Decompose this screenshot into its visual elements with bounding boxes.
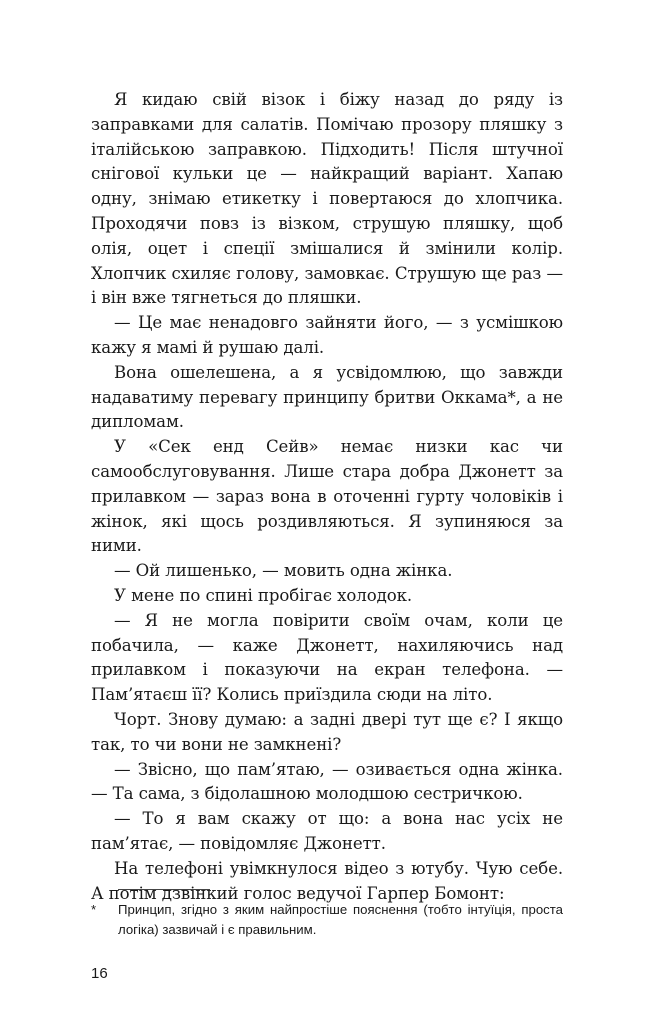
paragraph: Вона ошелешена, а я усвідомлюю, що завжди надаватиму перевагу принципу бритви Оккама*, а не дипломам. bbox=[91, 362, 563, 432]
paragraph: — Це має ненадовго зайняти його, — з усмішкою кажу я мамі й рушаю далі. bbox=[91, 313, 563, 357]
paragraph: На телефоні увімкнулося відео з ютубу. Чую себе. А потім дзвінкий голос ведучої Гарпер Бомонт: bbox=[91, 858, 563, 903]
paragraph: У мене по спині пробігає холодок. bbox=[114, 585, 413, 605]
paragraph: Я кидаю свій візок і біжу назад до ряду із заправками для салатів. Помічаю прозору пляшку з італійською заправкою. Підходить! Після штучної снігової кульки це — найкращий варіант. Хапаю одну, знімаю етикетку і повертаюся до хлопчика. Проходячи повз із візком, струшую пляшку, щоб олія, оцет і спеції змішалися й змінили колір. Хлопчик схиляє голову, замовкає. Струшую ще раз — і він вже тягнеться до пляшки. bbox=[91, 90, 563, 308]
page-body bbox=[91, 88, 563, 906]
footnote-text: Принцип, згідно з яким найпростіше пояснення (тобто інтуїція, проста логіка) зазвичай і є правильним. bbox=[118, 902, 563, 937]
paragraph: У «Сек енд Сейв» немає низки кас чи самообслуговування. Лише стара добра Джонетт за прилавком — зараз вона в оточенні гурту чоловіків і жінок, які щось роздивляються. Я зупиняюся за ними. bbox=[91, 437, 563, 556]
paragraph: — То я вам скажу от що: а вона нас усіх не пам’ятає, — повідомляє Джонетт. bbox=[91, 809, 563, 853]
footnote bbox=[91, 900, 563, 939]
paragraph: — Ой лишенько, — мовить одна жінка. bbox=[114, 561, 453, 581]
paragraph: — Звісно, що пам’ятаю, — озивається одна жінка. — Та сама, з бідолашною молодшою сестричкою. bbox=[91, 759, 563, 804]
footnote-divider bbox=[118, 889, 210, 890]
footnote-mark: * bbox=[91, 902, 97, 917]
page-number: 16 bbox=[91, 965, 108, 982]
paragraph: — Я не могла повірити своїм очам, коли це побачила, — каже Джонетт, нахиляючись над прилавком і показуючи на екран телефона. — Пам’ятаєш її? Колись приїздила сюди на літо. bbox=[91, 610, 563, 705]
paragraph: Чорт. Знову думаю: а задні двері тут ще є? І якщо так, то чи вони не замкнені? bbox=[91, 709, 563, 754]
